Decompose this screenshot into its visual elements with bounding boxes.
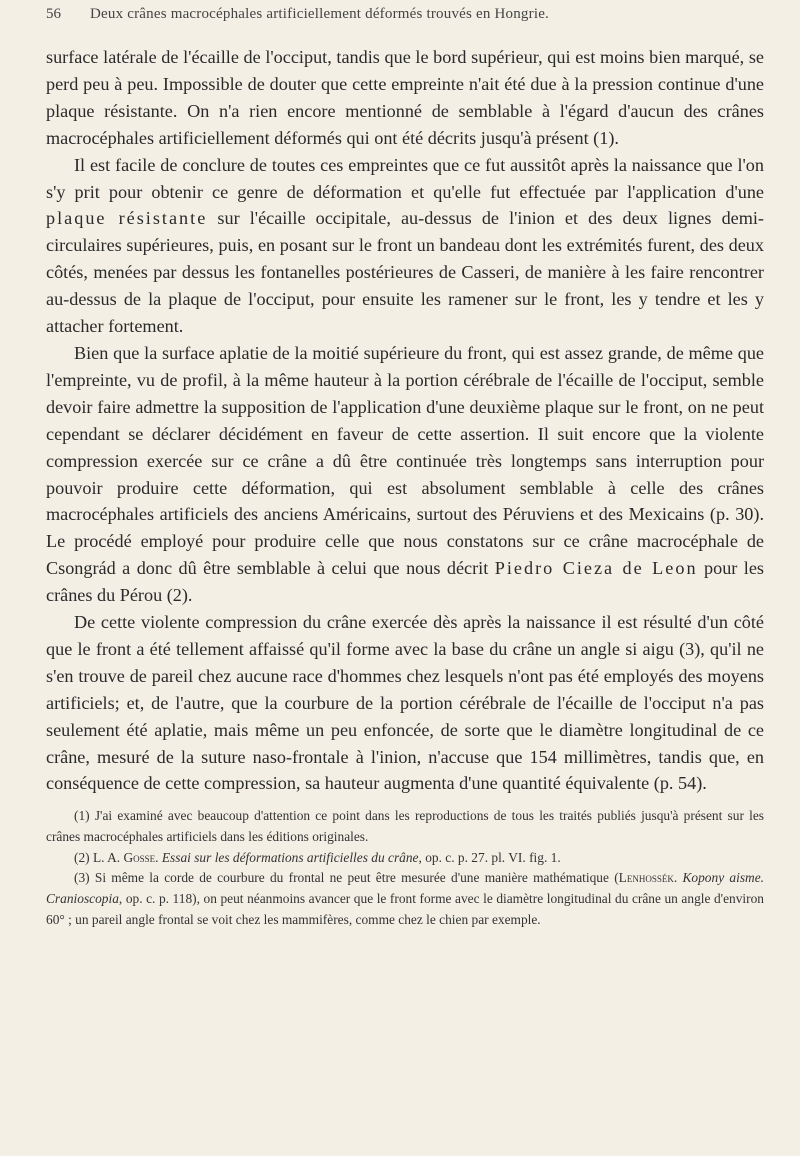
footnote-1-text: (1) J'ai examiné avec beaucoup d'attention ce point dans les reproductions de tous les traités publiés jusqu'à présent sur les crânes macrocéphales artificiels dans les éditions originales. xyxy=(46,808,764,844)
footnote-3-title: Kopony aisme. Cranioscopia xyxy=(46,870,764,907)
footnote-3-author: Lenhossék xyxy=(618,870,674,886)
footnote-2-author: Gosse xyxy=(123,849,156,865)
footnote-2-text-b: . xyxy=(155,849,162,865)
footnote-1 xyxy=(46,806,764,848)
paragraph-2-text-b: sur l'écaille occipitale, au-dessus de l'inion et des deux lignes demi-circulaires supérieures, puis, en posant sur le front un bandeau dont les extrémités furent, des deux côtés, menées par dessus les fontanelles postérieures de Casseri, de manière à les faire rencontrer au-dessus de la plaque de l'occiput, pour ensuite les ramener sur le front, les y tendre et les y attacher fortement. xyxy=(46,208,764,337)
body-text xyxy=(46,44,764,797)
paragraph-3-author: Piedro Cieza de Leon xyxy=(494,558,698,579)
paragraph-1 xyxy=(46,44,764,152)
footnotes xyxy=(46,806,764,931)
paragraph-4-text: De cette violente compression du crâne exercée dès après la naissance il est résulté d'un côté que le front a été tellement affaissé qu'il forme avec la base du crâne un angle si aigu (3), qu'il ne s'en trouve de pareil chez aucune race d'hommes chez lesquels n'ont pas été employés des moyens artificiels; et, de l'autre, que la courbure de la portion cérébrale de l'écaille de l'occiput n'a pas seulement été aplatie, mais même un peu enfoncée, de sorte que le diamètre longitudinal de ce crâne, mesuré de la suture naso-frontale à l'inion, n'accuse que 154 millimètres, tandis que, en conséquence de cette compression, sa hauteur augmenta d'une quantité équivalente (p. 54). xyxy=(46,612,764,794)
paragraph-2-text-a: Il est facile de conclure de toutes ces empreintes que ce fut aussitôt après la naissance que l'on s'y prit pour obtenir ce genre de déformation et qu'elle fut effectuée par l'application d'une xyxy=(46,154,764,202)
footnote-2-text-c: , op. c. p. 27. pl. VI. fig. 1. xyxy=(418,849,561,865)
paragraph-2-emphasis: plaque résistante xyxy=(46,208,208,229)
footnote-2 xyxy=(46,848,764,869)
footnote-3 xyxy=(46,868,764,930)
paragraph-3 xyxy=(46,340,764,609)
paragraph-2 xyxy=(46,152,764,340)
page-header xyxy=(46,6,766,30)
footnote-3-text-a: (3) Si même la corde de courbure du frontal ne peut être mesurée d'une manière mathématique ( xyxy=(74,870,619,886)
footnote-3-text-b: . xyxy=(673,870,683,886)
footnote-2-text-a: (2) L. A. xyxy=(74,849,124,865)
page-number: 56 xyxy=(46,6,61,22)
running-title: Deux crânes macrocéphales artificiellement déformés trouvés en Hongrie. xyxy=(90,6,550,22)
paragraph-3-text-a: Bien que la surface aplatie de la moitié supérieure du front, qui est assez grande, de même que l'empreinte, vu de profil, à la même hauteur à la portion cérébrale de l'écaille de l'occiput, semble devoir faire admettre la supposition de l'application d'une deuxième plaque sur le front, on ne peut cependant se déclarer décidément en faveur de cette assertion. Il suit encore que la violente compression exercée sur ce crâne a dû être continuée très longtemps sans interruption pour pouvoir produire cette déformation, qui est absolument semblable à celle des crânes macrocéphales artificiels des anciens Américains, surtout des Péruviens et des Mexicains (p. 30). Le procédé employé pour produire celle que nous constatons sur ce crâne macrocéphale de Csongrád a donc dû être semblable à celui que nous décrit xyxy=(46,342,764,579)
footnote-3-text-c: , op. c. p. 118), on peut néanmoins avancer que le front forme avec le diamètre longitudinal du crâne un angle d'environ 60° ; un pareil angle frontal se voit chez les mammifères, comme chez le chien par exemple. xyxy=(46,891,764,927)
paragraph-3-text-b: pour les crânes du Pérou (2). xyxy=(46,558,764,606)
paragraph-1-text: surface latérale de l'écaille de l'occiput, tandis que le bord supérieur, qui est moins bien marqué, se perd peu à peu. Impossible de douter que cette empreinte n'ait été due à la pression continue d'une plaque résistante. On n'a rien encore mentionné de semblable à l'égard d'aucun des crânes macrocéphales artificiellement déformés qui ont été décrits jusqu'à présent (1). xyxy=(46,47,764,148)
paragraph-4 xyxy=(46,609,764,797)
footnote-2-title: Essai sur les déformations artificielles du crâne xyxy=(161,849,419,865)
